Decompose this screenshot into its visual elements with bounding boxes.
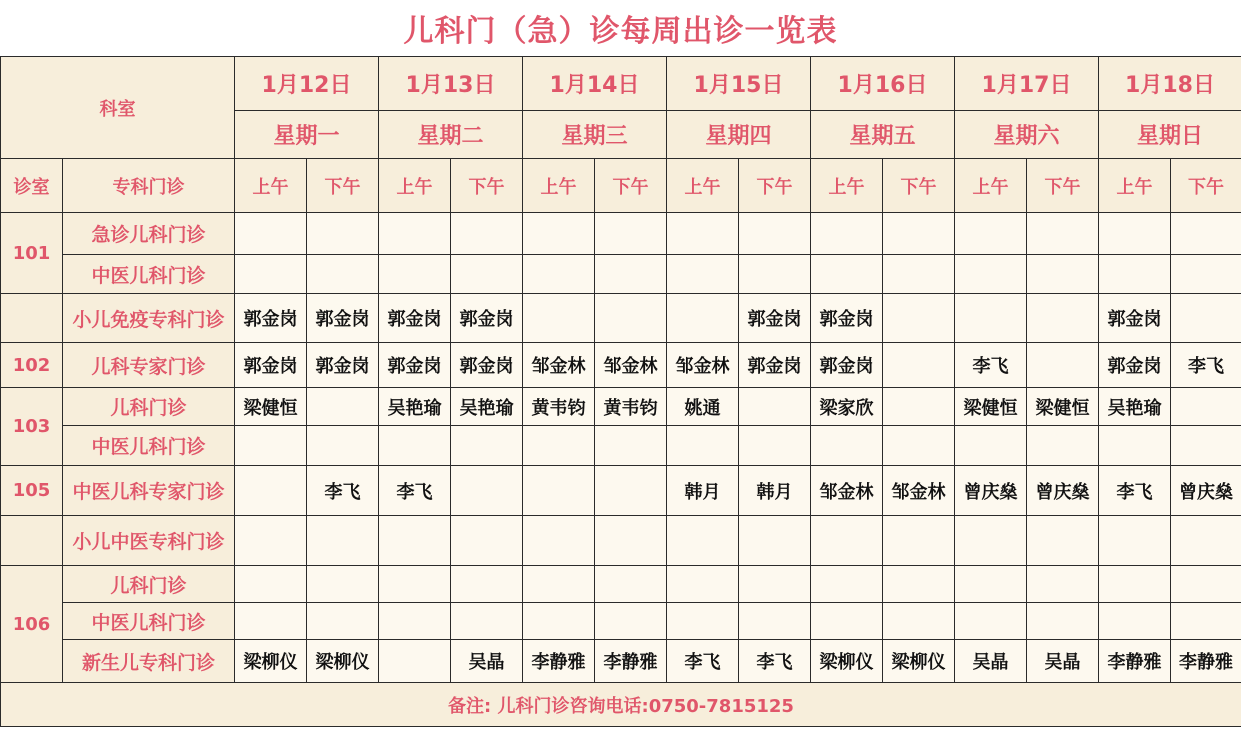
doctor-cell <box>883 516 955 566</box>
doctor-cell <box>523 255 595 294</box>
doctor-cell: 韩月 <box>667 466 739 516</box>
doctor-cell <box>667 426 739 466</box>
doctor-cell <box>739 388 811 426</box>
doctor-cell <box>667 294 739 343</box>
doctor-cell <box>667 255 739 294</box>
doctor-cell <box>1171 255 1241 294</box>
doctor-cell: 郭金岗 <box>1099 343 1171 388</box>
doctor-cell <box>523 213 595 255</box>
doctor-cell <box>1171 213 1241 255</box>
doctor-cell: 曾庆燊 <box>1027 466 1099 516</box>
doctor-cell: 郭金岗 <box>739 294 811 343</box>
table-row <box>1 603 1241 640</box>
doctor-cell <box>595 516 667 566</box>
doctor-cell: 梁柳仪 <box>307 640 379 683</box>
doctor-cell: 郭金岗 <box>379 343 451 388</box>
room-number: 106 <box>1 566 63 683</box>
doctor-cell <box>307 213 379 255</box>
doctor-cell: 李飞 <box>379 466 451 516</box>
am-header: 上午 <box>955 159 1027 213</box>
doctor-cell <box>1171 566 1241 603</box>
doctor-cell <box>235 255 307 294</box>
pm-header: 下午 <box>739 159 811 213</box>
doctor-cell <box>1171 516 1241 566</box>
doctor-cell: 李飞 <box>1099 466 1171 516</box>
room-number: 105 <box>1 466 63 516</box>
table-row <box>1 466 1241 516</box>
doctor-cell: 李飞 <box>667 640 739 683</box>
doctor-cell <box>955 516 1027 566</box>
room-number: 102 <box>1 343 63 388</box>
note-row <box>1 683 1241 727</box>
specialty-name: 小儿中医专科门诊 <box>63 516 235 566</box>
doctor-cell: 郭金岗 <box>235 294 307 343</box>
doctor-cell <box>883 388 955 426</box>
doctor-cell <box>595 294 667 343</box>
doctor-cell <box>1027 213 1099 255</box>
doctor-cell: 郭金岗 <box>235 343 307 388</box>
doctor-cell <box>667 566 739 603</box>
doctor-cell <box>523 516 595 566</box>
date-header: 1月12日 <box>235 57 379 111</box>
weekday-header: 星期五 <box>811 111 955 159</box>
doctor-cell <box>811 516 883 566</box>
doctor-cell: 郭金岗 <box>739 343 811 388</box>
pm-header: 下午 <box>1171 159 1241 213</box>
page-title: 儿科门（急）诊每周出诊一览表 <box>403 14 838 49</box>
doctor-cell <box>451 466 523 516</box>
doctor-cell <box>811 603 883 640</box>
doctor-cell <box>595 213 667 255</box>
date-header: 1月14日 <box>523 57 667 111</box>
doctor-cell <box>451 516 523 566</box>
am-header: 上午 <box>235 159 307 213</box>
doctor-cell: 李飞 <box>955 343 1027 388</box>
doctor-cell: 吴艳瑜 <box>451 388 523 426</box>
doctor-cell <box>883 566 955 603</box>
doctor-cell: 郭金岗 <box>811 294 883 343</box>
doctor-cell <box>1171 388 1241 426</box>
doctor-cell: 李静雅 <box>1099 640 1171 683</box>
date-header: 1月17日 <box>955 57 1099 111</box>
table-row <box>1 294 1241 343</box>
doctor-cell <box>307 255 379 294</box>
doctor-cell <box>235 213 307 255</box>
table-row <box>1 640 1241 683</box>
table-row <box>1 255 1241 294</box>
doctor-cell <box>235 516 307 566</box>
doctor-cell <box>811 255 883 294</box>
date-header: 1月16日 <box>811 57 955 111</box>
doctor-cell <box>955 213 1027 255</box>
doctor-cell: 邹金林 <box>667 343 739 388</box>
doctor-cell <box>739 516 811 566</box>
specialty-name: 小儿免疫专科门诊 <box>63 294 235 343</box>
doctor-cell <box>235 466 307 516</box>
doctor-cell <box>739 213 811 255</box>
table-row <box>1 213 1241 255</box>
doctor-cell: 曾庆燊 <box>955 466 1027 516</box>
doctor-cell: 吴晶 <box>1027 640 1099 683</box>
doctor-cell: 郭金岗 <box>451 343 523 388</box>
doctor-cell <box>235 603 307 640</box>
doctor-cell <box>739 255 811 294</box>
doctor-cell <box>1099 426 1171 466</box>
doctor-cell: 郭金岗 <box>307 343 379 388</box>
doctor-cell <box>955 603 1027 640</box>
doctor-cell: 李静雅 <box>523 640 595 683</box>
specialty-name: 儿科专家门诊 <box>63 343 235 388</box>
doctor-cell <box>379 516 451 566</box>
doctor-cell <box>451 426 523 466</box>
doctor-cell <box>955 294 1027 343</box>
doctor-cell <box>1099 516 1171 566</box>
doctor-cell: 李飞 <box>307 466 379 516</box>
doctor-cell: 郭金岗 <box>379 294 451 343</box>
pm-header: 下午 <box>307 159 379 213</box>
doctor-cell: 吴艳瑜 <box>1099 388 1171 426</box>
doctor-cell <box>307 603 379 640</box>
doctor-cell <box>1099 213 1171 255</box>
doctor-cell <box>883 426 955 466</box>
doctor-cell <box>307 388 379 426</box>
table-row <box>1 388 1241 426</box>
doctor-cell <box>1027 516 1099 566</box>
doctor-cell: 吴艳瑜 <box>379 388 451 426</box>
specialty-name: 中医儿科门诊 <box>63 426 235 466</box>
table-row <box>1 516 1241 566</box>
doctor-cell <box>595 566 667 603</box>
doctor-cell <box>523 566 595 603</box>
doctor-cell <box>1099 566 1171 603</box>
doctor-cell: 梁健恒 <box>1027 388 1099 426</box>
weekday-header: 星期二 <box>379 111 523 159</box>
am-header: 上午 <box>379 159 451 213</box>
doctor-cell <box>595 466 667 516</box>
doctor-cell <box>1027 426 1099 466</box>
specialty-name: 中医儿科专家门诊 <box>63 466 235 516</box>
doctor-cell <box>1027 343 1099 388</box>
doctor-cell <box>235 566 307 603</box>
doctor-cell <box>1171 294 1241 343</box>
doctor-cell: 梁柳仪 <box>811 640 883 683</box>
doctor-cell <box>1027 255 1099 294</box>
doctor-cell: 梁柳仪 <box>235 640 307 683</box>
date-header: 1月18日 <box>1099 57 1241 111</box>
weekday-header: 星期日 <box>1099 111 1241 159</box>
doctor-cell <box>955 255 1027 294</box>
doctor-cell: 梁健恒 <box>955 388 1027 426</box>
specialty-name: 中医儿科门诊 <box>63 603 235 640</box>
doctor-cell <box>595 603 667 640</box>
doctor-cell <box>811 213 883 255</box>
doctor-cell <box>379 640 451 683</box>
footnote: 备注: 儿科门诊咨询电话:0750-7815125 <box>1 683 1241 727</box>
doctor-cell <box>811 566 883 603</box>
specialty-header: 专科门诊 <box>63 159 235 213</box>
room-header: 诊室 <box>1 159 63 213</box>
weekday-header: 星期一 <box>235 111 379 159</box>
doctor-cell: 郭金岗 <box>811 343 883 388</box>
doctor-cell <box>739 426 811 466</box>
doctor-cell <box>523 426 595 466</box>
doctor-cell <box>307 566 379 603</box>
doctor-cell: 李飞 <box>739 640 811 683</box>
doctor-cell <box>1027 294 1099 343</box>
am-header: 上午 <box>667 159 739 213</box>
doctor-cell: 李静雅 <box>595 640 667 683</box>
doctor-cell: 梁健恒 <box>235 388 307 426</box>
doctor-cell: 梁柳仪 <box>883 640 955 683</box>
doctor-cell <box>667 603 739 640</box>
room-number: 103 <box>1 388 63 466</box>
doctor-cell: 邹金林 <box>595 343 667 388</box>
doctor-cell: 韩月 <box>739 466 811 516</box>
date-row <box>1 57 1241 111</box>
doctor-cell: 李静雅 <box>1171 640 1241 683</box>
room-number <box>1 516 63 566</box>
doctor-cell: 姚通 <box>667 388 739 426</box>
ampm-row <box>1 159 1241 213</box>
doctor-cell: 梁家欣 <box>811 388 883 426</box>
doctor-cell <box>595 426 667 466</box>
doctor-cell <box>667 213 739 255</box>
doctor-cell <box>451 255 523 294</box>
doctor-cell <box>523 603 595 640</box>
date-header: 1月15日 <box>667 57 811 111</box>
doctor-cell <box>883 603 955 640</box>
doctor-cell: 吴晶 <box>451 640 523 683</box>
doctor-cell <box>595 255 667 294</box>
doctor-cell: 邹金林 <box>811 466 883 516</box>
room-number: 101 <box>1 213 63 294</box>
schedule-table <box>0 56 1241 727</box>
doctor-cell <box>883 294 955 343</box>
doctor-cell: 郭金岗 <box>451 294 523 343</box>
doctor-cell <box>235 426 307 466</box>
doctor-cell <box>307 426 379 466</box>
specialty-name: 新生儿专科门诊 <box>63 640 235 683</box>
doctor-cell: 李飞 <box>1171 343 1241 388</box>
doctor-cell <box>667 516 739 566</box>
weekday-header: 星期三 <box>523 111 667 159</box>
doctor-cell: 郭金岗 <box>307 294 379 343</box>
doctor-cell <box>307 516 379 566</box>
am-header: 上午 <box>811 159 883 213</box>
specialty-name: 儿科门诊 <box>63 388 235 426</box>
doctor-cell <box>523 466 595 516</box>
doctor-cell: 邹金林 <box>883 466 955 516</box>
doctor-cell <box>955 426 1027 466</box>
doctor-cell <box>883 213 955 255</box>
pm-header: 下午 <box>1027 159 1099 213</box>
doctor-cell: 黄韦钧 <box>523 388 595 426</box>
doctor-cell <box>379 603 451 640</box>
am-header: 上午 <box>523 159 595 213</box>
doctor-cell <box>379 213 451 255</box>
doctor-cell <box>451 566 523 603</box>
doctor-cell <box>1099 603 1171 640</box>
dept-header: 科室 <box>1 57 235 159</box>
weekday-header: 星期四 <box>667 111 811 159</box>
doctor-cell: 郭金岗 <box>1099 294 1171 343</box>
specialty-name: 急诊儿科门诊 <box>63 213 235 255</box>
doctor-cell <box>379 255 451 294</box>
pm-header: 下午 <box>883 159 955 213</box>
pm-header: 下午 <box>451 159 523 213</box>
doctor-cell <box>451 603 523 640</box>
doctor-cell: 吴晶 <box>955 640 1027 683</box>
doctor-cell: 曾庆燊 <box>1171 466 1241 516</box>
doctor-cell: 黄韦钧 <box>595 388 667 426</box>
doctor-cell <box>739 603 811 640</box>
specialty-name: 儿科门诊 <box>63 566 235 603</box>
weekday-header: 星期六 <box>955 111 1099 159</box>
room-number <box>1 294 63 343</box>
doctor-cell <box>811 426 883 466</box>
doctor-cell <box>1171 426 1241 466</box>
doctor-cell <box>523 294 595 343</box>
doctor-cell <box>1171 603 1241 640</box>
table-row <box>1 566 1241 603</box>
doctor-cell <box>883 343 955 388</box>
doctor-cell <box>451 213 523 255</box>
am-header: 上午 <box>1099 159 1171 213</box>
table-row <box>1 343 1241 388</box>
doctor-cell <box>1099 255 1171 294</box>
specialty-name: 中医儿科门诊 <box>63 255 235 294</box>
table-row <box>1 426 1241 466</box>
doctor-cell <box>883 255 955 294</box>
doctor-cell <box>1027 566 1099 603</box>
doctor-cell <box>379 566 451 603</box>
doctor-cell <box>955 566 1027 603</box>
pm-header: 下午 <box>595 159 667 213</box>
doctor-cell: 邹金林 <box>523 343 595 388</box>
doctor-cell <box>1027 603 1099 640</box>
date-header: 1月13日 <box>379 57 523 111</box>
doctor-cell <box>739 566 811 603</box>
doctor-cell <box>379 426 451 466</box>
